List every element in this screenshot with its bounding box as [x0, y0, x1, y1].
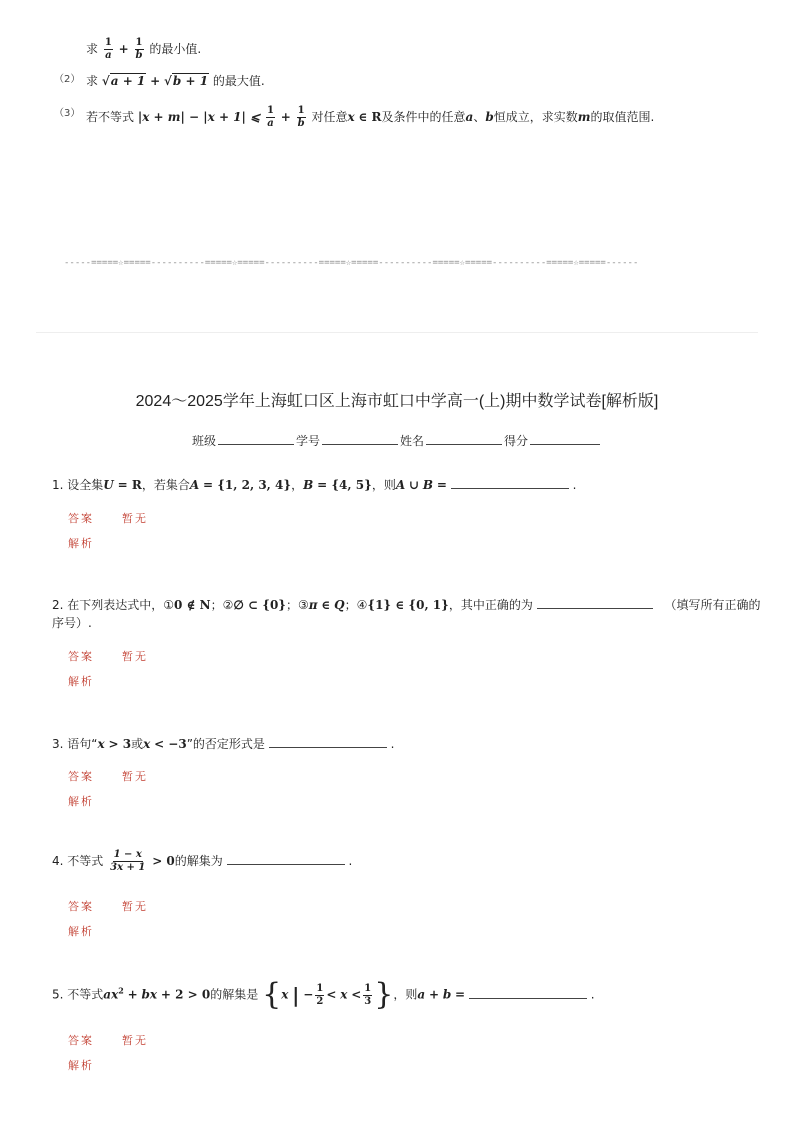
- text-segment: 及条件中的任意: [381, 110, 466, 124]
- question-number: 1.: [52, 478, 64, 492]
- sub-question-2-number: （2）: [54, 74, 81, 85]
- sub-question-3-number: （3）: [54, 108, 81, 119]
- text-segment: 设全集: [67, 478, 104, 492]
- question-number: 5.: [52, 987, 64, 1002]
- question-1: 1. 设全集U = R，若集合A = {1, 2, 3, 4}，B = {4, 5}，则A ∪ B = .: [52, 478, 577, 492]
- page-title: 2024～2025学年上海虹口区上海市虹口中学高一(上)期中数学试卷[解析版]: [135, 393, 659, 410]
- text-segment: ；④: [344, 598, 368, 612]
- text-segment: ，若集合: [141, 478, 190, 492]
- score-field[interactable]: [530, 432, 600, 445]
- sub-question-1-text: 求 $\frac{1}{a}$ + $\frac{1}{b}$ 的最小值.: [86, 37, 202, 61]
- text-segment: 的取值范围.: [590, 110, 655, 124]
- text-segment: 在下列表达式中，①: [67, 598, 175, 612]
- text-segment: 的解集为: [174, 854, 223, 868]
- fraction-1-over-3: $\frac{1}{3}$: [364, 982, 372, 1007]
- question-number: 4.: [52, 854, 64, 868]
- text-segment: 对任意: [311, 110, 348, 124]
- text-segment: ，则: [371, 478, 396, 492]
- answer-value: 暂无: [122, 512, 148, 525]
- name-field[interactable]: [426, 432, 502, 445]
- answer-value: 暂无: [122, 900, 148, 913]
- text-segment: ，: [291, 478, 304, 492]
- answer-label: 答案: [68, 512, 94, 525]
- student-id-field[interactable]: [322, 432, 398, 445]
- text-segment: 或: [131, 737, 144, 751]
- text-segment: .: [390, 737, 395, 751]
- analysis-label: 解析: [68, 795, 94, 808]
- question-3: 3. 语句“x > 3或x < −3”的否定形式是 .: [52, 737, 395, 751]
- sub-question-3-text: 若不等式 |x + m| − |x + 1| ⩽ $\frac{1}{a}$ + $\frac{1}{b}$ 对任意x ∈ R及条件中的任意a、b恒成立，求实数m的取值范围.: [86, 105, 655, 129]
- analysis-label: 解析: [68, 675, 94, 688]
- student-id-label: 学号: [296, 434, 321, 448]
- fraction-1-over-b: $\frac{1}{b}$: [297, 105, 305, 129]
- answer-row: [68, 510, 94, 526]
- question-5: 5. 不等式$ax^2$ + bx + 2 > 0的解集是 {x | − $\frac{1}{2}$ < x < $\frac{1}{3}$ }，则a + b = .: [52, 977, 595, 1012]
- answer-value: 暂无: [122, 650, 148, 663]
- sqrt-a-plus-1: √a + 1: [101, 74, 146, 88]
- text-segment: .: [348, 854, 353, 868]
- question-4: 4. 不等式 $\frac{1 - x}{3x + 1}$ > 0的解集为 .: [52, 849, 353, 873]
- text-segment: ，则: [393, 987, 418, 1002]
- analysis-label: 解析: [68, 925, 94, 938]
- text-segment: .: [572, 478, 577, 492]
- text-segment: （填写所有正确的: [664, 598, 761, 612]
- text-segment: 的最小值.: [149, 42, 202, 56]
- answer-label: 答案: [68, 1034, 94, 1047]
- sub-question-2-text: 求 √a + 1 + √b + 1 的最大值.: [86, 74, 265, 88]
- answer-label: 答案: [68, 900, 94, 913]
- text-segment: 求: [86, 74, 99, 88]
- answer-value: 暂无: [122, 1034, 148, 1047]
- answer-blank[interactable]: [537, 596, 653, 609]
- text-segment: 恒成立，求实数: [493, 110, 578, 124]
- analysis-label: 解析: [68, 537, 94, 550]
- text-segment: 求: [86, 42, 99, 56]
- answer-blank[interactable]: [469, 986, 587, 999]
- fraction-1-over-a: $\frac{1}{a}$: [266, 105, 274, 129]
- answer-label: 答案: [68, 770, 94, 783]
- sqrt-b-plus-1: √b + 1: [164, 74, 209, 88]
- text-segment: 的最大值.: [212, 74, 265, 88]
- question-number: 3.: [52, 737, 64, 751]
- text-segment: 不等式: [67, 987, 104, 1002]
- name-label: 姓名: [400, 434, 425, 448]
- answer-blank[interactable]: [269, 735, 387, 748]
- text-segment: ，其中正确的为: [448, 598, 533, 612]
- answer-blank[interactable]: [227, 852, 345, 865]
- star-dash-divider: -----=====☆=====----------=====☆=====----------=====☆=====----------=====☆=====----------=====☆=====------: [64, 258, 639, 268]
- analysis-label: 解析: [68, 1059, 94, 1072]
- answer-blank[interactable]: [451, 476, 569, 489]
- text-segment: 语句“: [67, 737, 98, 751]
- text-segment: 序号）.: [52, 616, 92, 630]
- text-segment: ”的否定形式是: [186, 737, 265, 751]
- fraction-inequality: $\frac{1 - x}{3x + 1}$: [110, 849, 146, 873]
- fraction-1-over-a: $\frac{1}{a}$: [104, 37, 112, 61]
- text-segment: 不等式: [67, 854, 104, 868]
- question-2: 2. 在下列表达式中，①0 ∉ N；②∅ ⊂ {0}；③π ∈ Q；④{1} ∈ {0, 1}，其中正确的为 （填写所有正确的: [52, 598, 761, 612]
- text-segment: ；③: [286, 598, 309, 612]
- section-divider: [36, 332, 758, 333]
- text-segment: ；②: [210, 598, 234, 612]
- student-info-line: [192, 432, 602, 449]
- text-segment: .: [590, 987, 595, 1002]
- class-label: 班级: [192, 434, 217, 448]
- answer-label: 答案: [68, 650, 94, 663]
- score-label: 得分: [504, 434, 529, 448]
- text-segment: 若不等式: [86, 110, 135, 124]
- fraction-1-over-b: $\frac{1}{b}$: [135, 37, 143, 61]
- answer-value: 暂无: [122, 770, 148, 783]
- text-segment: 、: [473, 110, 486, 124]
- class-field[interactable]: [218, 432, 294, 445]
- question-number: 2.: [52, 598, 64, 612]
- fraction-1-over-2: $\frac{1}{2}$: [316, 982, 324, 1007]
- text-segment: 的解集是: [210, 987, 259, 1002]
